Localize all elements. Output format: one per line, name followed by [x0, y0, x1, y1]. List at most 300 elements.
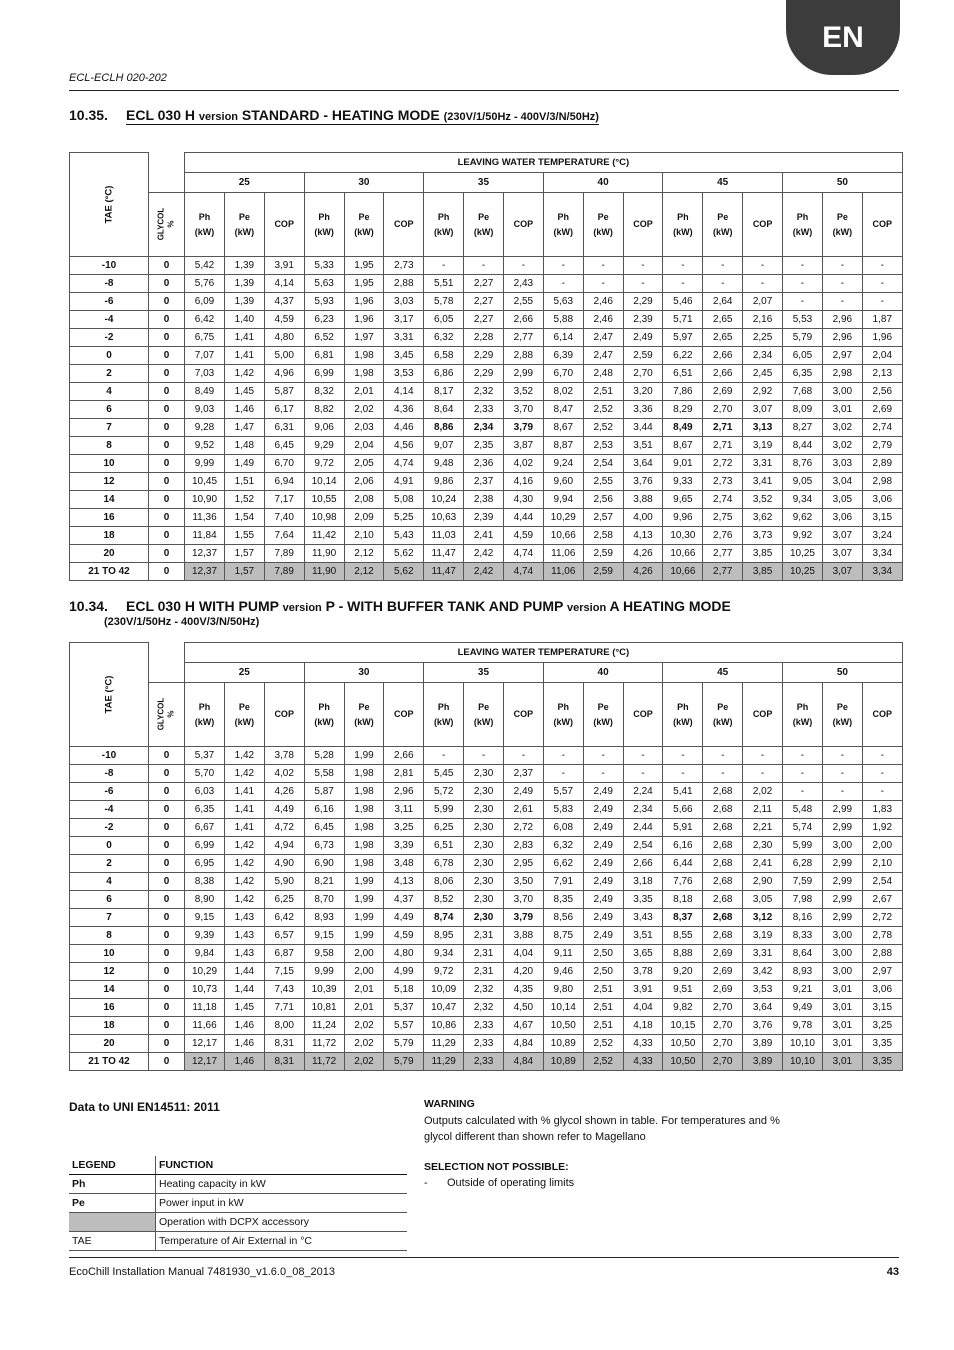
tae-cell: 8 — [70, 437, 149, 455]
value-cell: 6,51 — [424, 837, 464, 855]
value-cell: 6,03 — [185, 783, 225, 801]
value-cell: 2,54 — [583, 455, 623, 473]
title-part: ECL 030 H WITH PUMP — [126, 598, 283, 614]
table-row — [70, 419, 903, 437]
value-cell: - — [663, 275, 703, 293]
value-cell: 3,06 — [862, 981, 902, 999]
value-cell: 5,51 — [424, 275, 464, 293]
value-cell: 2,49 — [583, 873, 623, 891]
value-cell: 2,33 — [464, 1053, 504, 1071]
ph-header: Ph (kW) — [185, 683, 225, 747]
value-cell: 2,00 — [862, 837, 902, 855]
value-cell: 1,44 — [225, 981, 265, 999]
value-cell: 4,80 — [384, 945, 424, 963]
value-cell: 10,50 — [663, 1053, 703, 1071]
value-cell: 10,50 — [543, 1017, 583, 1035]
value-cell: 5,57 — [543, 783, 583, 801]
value-cell: 3,79 — [503, 909, 543, 927]
value-cell: 9,46 — [543, 963, 583, 981]
value-cell: 1,98 — [344, 819, 384, 837]
value-cell: 1,51 — [225, 473, 265, 491]
value-cell: 2,27 — [464, 275, 504, 293]
value-cell: 2,98 — [862, 473, 902, 491]
value-cell: 10,50 — [663, 1035, 703, 1053]
value-cell: 3,01 — [822, 1053, 862, 1071]
value-cell: 2,71 — [703, 419, 743, 437]
value-cell: 10,63 — [424, 509, 464, 527]
value-cell: 5,87 — [304, 783, 344, 801]
value-cell: 3,52 — [743, 491, 783, 509]
value-cell: 2,00 — [344, 945, 384, 963]
value-cell: 6,32 — [424, 329, 464, 347]
value-cell: 3,89 — [743, 1053, 783, 1071]
pe-header: Pe (kW) — [344, 193, 384, 257]
value-cell: 2,99 — [822, 873, 862, 891]
value-cell: 8,75 — [543, 927, 583, 945]
value-cell: 2,49 — [583, 783, 623, 801]
cop-header: COP — [623, 193, 663, 257]
value-cell: 4,14 — [264, 275, 304, 293]
value-cell: - — [743, 747, 783, 765]
table-row — [70, 257, 903, 275]
value-cell: 9,06 — [304, 419, 344, 437]
value-cell: - — [543, 765, 583, 783]
value-cell: 3,25 — [862, 1017, 902, 1035]
value-cell: - — [424, 747, 464, 765]
value-cell: 5,42 — [185, 257, 225, 275]
value-cell: 1,54 — [225, 509, 265, 527]
value-cell: 1,41 — [225, 329, 265, 347]
value-cell: 9,78 — [782, 1017, 822, 1035]
value-cell: 3,13 — [743, 419, 783, 437]
value-cell: - — [424, 257, 464, 275]
value-cell: 2,21 — [743, 819, 783, 837]
value-cell: 9,28 — [185, 419, 225, 437]
value-cell: 10,89 — [543, 1035, 583, 1053]
value-cell: 3,03 — [384, 293, 424, 311]
value-cell: 1,43 — [225, 927, 265, 945]
value-cell: 1,45 — [225, 999, 265, 1017]
value-cell: 3,04 — [822, 473, 862, 491]
value-cell: 2,52 — [583, 1035, 623, 1053]
value-cell: 10,29 — [543, 509, 583, 527]
value-cell: 3,43 — [623, 909, 663, 927]
value-cell: 2,49 — [583, 927, 623, 945]
value-cell: 2,72 — [862, 909, 902, 927]
cop-header: COP — [743, 193, 783, 257]
glycol-cell: 0 — [149, 1053, 185, 1071]
value-cell: 3,51 — [623, 437, 663, 455]
glycol-header-spacer — [149, 663, 185, 683]
value-cell: 10,66 — [543, 527, 583, 545]
tae-cell: 4 — [70, 383, 149, 401]
value-cell: 10,14 — [304, 473, 344, 491]
value-cell: 2,33 — [464, 1017, 504, 1035]
value-cell: 9,48 — [424, 455, 464, 473]
value-cell: 2,09 — [344, 509, 384, 527]
value-cell: 11,29 — [424, 1053, 464, 1071]
value-cell: 7,91 — [543, 873, 583, 891]
value-cell: 3,19 — [743, 437, 783, 455]
value-cell: 9,65 — [663, 491, 703, 509]
value-cell: - — [623, 747, 663, 765]
value-cell: 2,90 — [743, 873, 783, 891]
value-cell: 6,70 — [264, 455, 304, 473]
value-cell: 2,79 — [862, 437, 902, 455]
value-cell: 4,74 — [503, 545, 543, 563]
value-cell: - — [782, 783, 822, 801]
value-cell: 10,90 — [185, 491, 225, 509]
value-cell: 2,49 — [583, 819, 623, 837]
value-cell: 4,74 — [503, 563, 543, 581]
value-cell: - — [743, 765, 783, 783]
table-row — [70, 765, 903, 783]
tae-cell: 2 — [70, 365, 149, 383]
value-cell: 8,82 — [304, 401, 344, 419]
value-cell: 2,52 — [583, 1053, 623, 1071]
value-cell: 2,68 — [703, 855, 743, 873]
value-cell: 8,55 — [663, 927, 703, 945]
value-cell: 1,46 — [225, 1035, 265, 1053]
value-cell: 2,66 — [623, 855, 663, 873]
value-cell: 2,70 — [623, 365, 663, 383]
value-cell: 3,42 — [743, 963, 783, 981]
value-cell: 8,09 — [782, 401, 822, 419]
value-cell: 1,95 — [344, 257, 384, 275]
legend-key: TAE — [69, 1232, 156, 1251]
pe-header: Pe (kW) — [703, 193, 743, 257]
value-cell: 5,83 — [543, 801, 583, 819]
value-cell: 2,49 — [583, 837, 623, 855]
value-cell: 8,35 — [543, 891, 583, 909]
table-row — [70, 383, 903, 401]
pe-header: Pe (kW) — [583, 683, 623, 747]
value-cell: 3,53 — [743, 981, 783, 999]
value-cell: 2,33 — [464, 1035, 504, 1053]
value-cell: 2,68 — [703, 819, 743, 837]
glycol-cell: 0 — [149, 491, 185, 509]
tae-cell: 16 — [70, 999, 149, 1017]
value-cell: 5,62 — [384, 545, 424, 563]
value-cell: 5,88 — [543, 311, 583, 329]
lwt-header: LEAVING WATER TEMPERATURE (°C) — [185, 643, 903, 663]
glycol-cell: 0 — [149, 419, 185, 437]
value-cell: 10,25 — [782, 545, 822, 563]
table-row — [70, 329, 903, 347]
value-cell: 8,00 — [264, 1017, 304, 1035]
value-cell: 6,87 — [264, 945, 304, 963]
value-cell: 4,20 — [503, 963, 543, 981]
glycol-cell: 0 — [149, 437, 185, 455]
value-cell: 2,49 — [583, 909, 623, 927]
value-cell: 2,64 — [703, 293, 743, 311]
pe-header: Pe (kW) — [822, 683, 862, 747]
value-cell: 6,73 — [304, 837, 344, 855]
value-cell: 8,74 — [424, 909, 464, 927]
value-cell: 3,87 — [503, 437, 543, 455]
value-cell: 2,37 — [464, 473, 504, 491]
value-cell: 6,25 — [264, 891, 304, 909]
value-cell: 8,32 — [304, 383, 344, 401]
temp-header: 45 — [663, 173, 783, 193]
glycol-cell: 0 — [149, 855, 185, 873]
value-cell: 8,18 — [663, 891, 703, 909]
value-cell: 2,43 — [503, 275, 543, 293]
value-cell: - — [543, 747, 583, 765]
value-cell: 11,36 — [185, 509, 225, 527]
value-cell: - — [623, 765, 663, 783]
value-cell: 4,44 — [503, 509, 543, 527]
value-cell: 2,12 — [344, 563, 384, 581]
value-cell: 4,67 — [503, 1017, 543, 1035]
glycol-cell: 0 — [149, 401, 185, 419]
value-cell: 1,43 — [225, 909, 265, 927]
warning-title: WARNING — [424, 1098, 475, 1110]
value-cell: 9,84 — [185, 945, 225, 963]
value-cell: 2,30 — [464, 873, 504, 891]
value-cell: 3,91 — [264, 257, 304, 275]
value-cell: - — [623, 275, 663, 293]
value-cell: 3,03 — [822, 455, 862, 473]
glycol-cell: 0 — [149, 1017, 185, 1035]
value-cell: 2,70 — [703, 1017, 743, 1035]
value-cell: 2,99 — [822, 891, 862, 909]
value-cell: 2,49 — [583, 801, 623, 819]
performance-table-with-pump — [69, 642, 903, 1071]
value-cell: 2,02 — [344, 1053, 384, 1071]
value-cell: 2,59 — [623, 347, 663, 365]
value-cell: 2,30 — [464, 765, 504, 783]
value-cell: 2,68 — [703, 801, 743, 819]
value-cell: 2,37 — [503, 765, 543, 783]
value-cell: - — [503, 747, 543, 765]
value-cell: - — [583, 747, 623, 765]
value-cell: 2,13 — [862, 365, 902, 383]
value-cell: 1,52 — [225, 491, 265, 509]
value-cell: 2,53 — [583, 437, 623, 455]
temp-header: 25 — [185, 663, 305, 683]
value-cell: 3,01 — [822, 981, 862, 999]
tae-cell: 10 — [70, 945, 149, 963]
value-cell: 7,89 — [264, 545, 304, 563]
value-cell: 2,71 — [703, 437, 743, 455]
value-cell: 2,74 — [862, 419, 902, 437]
value-cell: 3,07 — [822, 545, 862, 563]
value-cell: 2,47 — [583, 329, 623, 347]
value-cell: 3,85 — [743, 563, 783, 581]
temp-header: 25 — [185, 173, 305, 193]
value-cell: 8,52 — [424, 891, 464, 909]
value-cell: 2,69 — [703, 383, 743, 401]
value-cell: 8,27 — [782, 419, 822, 437]
value-cell: 6,78 — [424, 855, 464, 873]
value-cell: 2,67 — [862, 891, 902, 909]
ph-header: Ph (kW) — [543, 683, 583, 747]
value-cell: 2,28 — [464, 329, 504, 347]
value-cell: 2,02 — [344, 1017, 384, 1035]
tae-cell: 14 — [70, 491, 149, 509]
value-cell: 2,30 — [743, 837, 783, 855]
value-cell: - — [862, 747, 902, 765]
value-cell: - — [862, 275, 902, 293]
table-row — [70, 509, 903, 527]
value-cell: 5,74 — [782, 819, 822, 837]
value-cell: 2,55 — [503, 293, 543, 311]
value-cell: 3,20 — [623, 383, 663, 401]
value-cell: 3,00 — [822, 383, 862, 401]
value-cell: 2,69 — [862, 401, 902, 419]
tae-cell: -2 — [70, 819, 149, 837]
value-cell: 6,62 — [543, 855, 583, 873]
value-cell: - — [782, 747, 822, 765]
tae-cell: 7 — [70, 909, 149, 927]
value-cell: 6,23 — [304, 311, 344, 329]
value-cell: 5,33 — [304, 257, 344, 275]
glycol-cell: 0 — [149, 365, 185, 383]
value-cell: 2,45 — [743, 365, 783, 383]
table-row — [70, 981, 903, 999]
value-cell: 2,97 — [822, 347, 862, 365]
glycol-cell: 0 — [149, 455, 185, 473]
value-cell: 3,73 — [743, 527, 783, 545]
value-cell: 8,76 — [782, 455, 822, 473]
glycol-cell: 0 — [149, 545, 185, 563]
table-row — [70, 891, 903, 909]
value-cell: 5,79 — [782, 329, 822, 347]
value-cell: 2,41 — [743, 855, 783, 873]
cop-header: COP — [503, 683, 543, 747]
value-cell: 3,15 — [862, 999, 902, 1017]
value-cell: 3,18 — [623, 873, 663, 891]
value-cell: 11,03 — [424, 527, 464, 545]
value-cell: 11,84 — [185, 527, 225, 545]
value-cell: 5,28 — [304, 747, 344, 765]
value-cell: 10,25 — [782, 563, 822, 581]
value-cell: 2,47 — [583, 347, 623, 365]
value-cell: 3,53 — [384, 365, 424, 383]
value-cell: - — [862, 765, 902, 783]
value-cell: 8,64 — [782, 945, 822, 963]
value-cell: 5,66 — [663, 801, 703, 819]
glycol-cell: 0 — [149, 927, 185, 945]
cop-header: COP — [862, 683, 902, 747]
value-cell: 3,17 — [384, 311, 424, 329]
value-cell: 11,90 — [304, 563, 344, 581]
value-cell: 3,52 — [503, 383, 543, 401]
value-cell: 2,10 — [344, 527, 384, 545]
cop-header: COP — [264, 683, 304, 747]
table-row — [70, 873, 903, 891]
tae-cell: 12 — [70, 963, 149, 981]
value-cell: - — [583, 257, 623, 275]
value-cell: 3,15 — [862, 509, 902, 527]
value-cell: 7,76 — [663, 873, 703, 891]
legend-desc: Operation with DCPX accessory — [156, 1213, 408, 1232]
value-cell: 2,29 — [464, 365, 504, 383]
value-cell: 2,30 — [464, 855, 504, 873]
value-cell: 2,31 — [464, 945, 504, 963]
value-cell: 3,31 — [743, 455, 783, 473]
value-cell: 1,39 — [225, 275, 265, 293]
pe-header: Pe (kW) — [822, 193, 862, 257]
glycol-cell: 0 — [149, 311, 185, 329]
value-cell: 3,05 — [743, 891, 783, 909]
value-cell: 2,06 — [344, 473, 384, 491]
value-cell: 8,64 — [424, 401, 464, 419]
value-cell: 2,74 — [703, 491, 743, 509]
value-cell: 4,90 — [264, 855, 304, 873]
value-cell: 10,29 — [185, 963, 225, 981]
value-cell: 2,77 — [703, 563, 743, 581]
value-cell: 3,05 — [822, 491, 862, 509]
glycol-cell: 0 — [149, 909, 185, 927]
value-cell: 3,25 — [384, 819, 424, 837]
title-part: A HEATING MODE — [606, 598, 731, 614]
value-cell: 3,31 — [384, 329, 424, 347]
value-cell: 6,17 — [264, 401, 304, 419]
tae-cell: -4 — [70, 311, 149, 329]
table-row — [70, 963, 903, 981]
value-cell: 2,04 — [344, 437, 384, 455]
value-cell: 9,62 — [782, 509, 822, 527]
ph-header: Ph (kW) — [304, 193, 344, 257]
value-cell: - — [782, 765, 822, 783]
ph-header: Ph (kW) — [424, 683, 464, 747]
value-cell: 9,29 — [304, 437, 344, 455]
value-cell: 1,42 — [225, 765, 265, 783]
value-cell: - — [743, 275, 783, 293]
value-cell: 10,86 — [424, 1017, 464, 1035]
value-cell: 3,78 — [623, 963, 663, 981]
value-cell: 5,37 — [185, 747, 225, 765]
tae-cell: -6 — [70, 783, 149, 801]
value-cell: 1,96 — [344, 311, 384, 329]
value-cell: 9,21 — [782, 981, 822, 999]
value-cell: 3,70 — [503, 891, 543, 909]
value-cell: 2,68 — [703, 783, 743, 801]
value-cell: 1,87 — [862, 311, 902, 329]
value-cell: - — [543, 257, 583, 275]
value-cell: - — [663, 765, 703, 783]
value-cell: 1,99 — [344, 873, 384, 891]
value-cell: 5,78 — [424, 293, 464, 311]
cop-header: COP — [264, 193, 304, 257]
tae-cell: -4 — [70, 801, 149, 819]
value-cell: 2,68 — [703, 891, 743, 909]
value-cell: 9,20 — [663, 963, 703, 981]
tae-cell: -2 — [70, 329, 149, 347]
value-cell: 1,98 — [344, 765, 384, 783]
value-cell: - — [464, 257, 504, 275]
value-cell: 1,57 — [225, 545, 265, 563]
value-cell: 2,72 — [503, 819, 543, 837]
value-cell: 6,81 — [304, 347, 344, 365]
value-cell: 7,86 — [663, 383, 703, 401]
value-cell: 3,65 — [623, 945, 663, 963]
value-cell: 2,81 — [384, 765, 424, 783]
value-cell: 2,99 — [503, 365, 543, 383]
value-cell: 8,21 — [304, 873, 344, 891]
value-cell: 6,35 — [185, 801, 225, 819]
value-cell: 8,44 — [782, 437, 822, 455]
value-cell: 5,97 — [663, 329, 703, 347]
value-cell: 2,46 — [583, 293, 623, 311]
value-cell: 2,41 — [464, 527, 504, 545]
table-row — [70, 1053, 903, 1071]
value-cell: 9,94 — [543, 491, 583, 509]
value-cell: 4,49 — [384, 909, 424, 927]
value-cell: 2,56 — [583, 491, 623, 509]
